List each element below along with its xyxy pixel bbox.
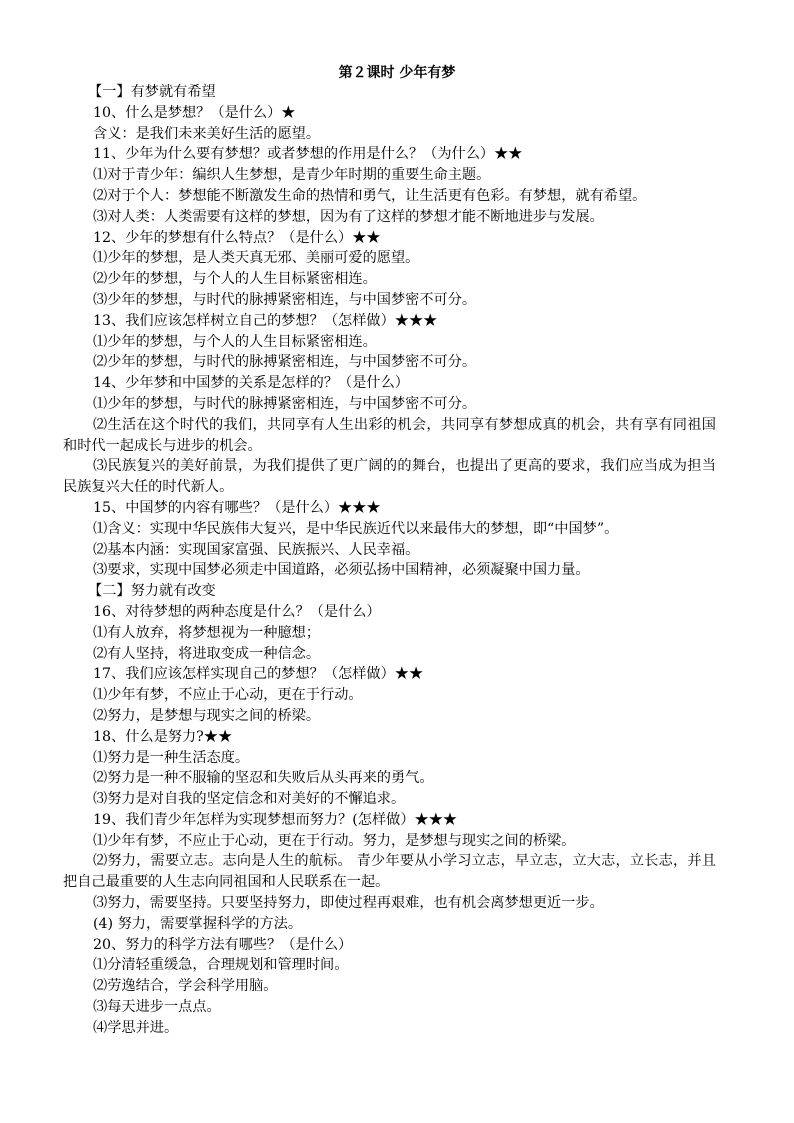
- question-13: 13、我们应该怎样树立自己的梦想？（怎样做）★★★: [93, 312, 438, 329]
- question-10: 10、什么是梦想？（是什么）★: [93, 104, 296, 121]
- answer-line: ⑵少年的梦想，与时代的脉搏紧密相连，与中国梦密不可分。: [93, 354, 477, 371]
- answer-line: ⑵基本内涵：实现国家富强、民族振兴、人民幸福。: [93, 541, 420, 558]
- question-14: 14、少年梦和中国梦的关系是怎样的？（是什么）: [93, 375, 409, 392]
- answer-line: ⑴分清轻重缓急，合理规划和管理时间。: [93, 957, 349, 974]
- answer-line: ⑶每天进步一点点。: [93, 999, 221, 1016]
- answer-line: 含义：是我们未来美好生活的愿望。: [93, 125, 321, 142]
- answer-line: ⑴含义：实现中华民族伟大复兴，是中华民族近代以来最伟大的梦想，即“中国梦”。: [93, 520, 619, 537]
- answer-line: ⑶努力是对自我的坚定信念和对美好的不懈追求。: [93, 791, 406, 808]
- answer-line: (4) 努力，需要掌握科学的方法。: [93, 915, 303, 932]
- answer-line: ⑴有人放弃，将梦想视为一种臆想；: [93, 624, 321, 641]
- document-body: [63, 82, 716, 1039]
- answer-line: ⑵对于个人：梦想能不断激发生命的热情和勇气，让生活更有色彩。有梦想，就有希望。: [93, 187, 647, 204]
- answer-line: ⑵少年的梦想，与个人的人生目标紧密相连。: [93, 271, 377, 288]
- question-15: 15、中国梦的内容有哪些？（是什么）★★★: [93, 499, 381, 516]
- answer-line: ⑵努力，是梦想与现实之间的桥梁。: [93, 707, 321, 724]
- question-12: 12、少年的梦想有什么特点？（是什么）★★: [93, 229, 381, 246]
- answer-paragraph: ⑵生活在这个时代的我们，共同享有人生出彩的机会，共同享有梦想成真的机会，共有享有同祖国和时代一起成长与进步的机会。: [63, 416, 716, 454]
- answer-line: ⑶努力，需要坚持。只要坚持努力，即使过程再艰难，也有机会离梦想更近一步。: [93, 895, 604, 912]
- answer-line: ⑴少年的梦想，是人类天真无邪、美丽可爱的愿望。: [93, 250, 420, 267]
- section-heading-2: 【二】努力就有改变: [88, 583, 216, 600]
- answer-paragraph: ⑵努力，需要立志。志向是人生的航标。 青少年要从小学习立志，早立志，立大志，立长志，并且把自己最重要的人生志向同祖国和人民联系在一起。: [63, 853, 716, 891]
- question-17: 17、我们应该怎样实现自己的梦想？（怎样做）★★: [93, 666, 424, 683]
- question-20: 20、努力的科学方法有哪些？（是什么）: [93, 936, 353, 953]
- answer-line: ⑴少年有梦，不应止于心动，更在于行动。努力，是梦想与现实之间的桥梁。: [93, 832, 576, 849]
- answer-line: ⑷学思并进。: [93, 1019, 179, 1036]
- answer-line: ⑴努力是一种生活态度。: [93, 749, 250, 766]
- answer-line: ⑵努力是一种不服输的坚忍和失败后从头再来的勇气。: [93, 770, 434, 787]
- answer-line: ⑶少年的梦想，与时代的脉搏紧密相连，与中国梦密不可分。: [93, 291, 477, 308]
- answer-line: ⑶要求，实现中国梦必须走中国道路，必须弘扬中国精神，必须凝聚中国力量。: [93, 562, 590, 579]
- answer-line: ⑴对于青少年：编织人生梦想，是青少年时期的重要生命主题。: [93, 167, 491, 184]
- answer-line: ⑴少年的梦想，与个人的人生目标紧密相连。: [93, 333, 377, 350]
- answer-line: ⑵劳逸结合，学会科学用脑。: [93, 978, 278, 995]
- question-18: 18、什么是努力?★★: [93, 728, 233, 745]
- section-heading-1: 【一】有梦就有希望: [88, 84, 216, 100]
- question-19: 19、我们青少年怎样为实现梦想而努力？(怎样做）★★★: [93, 811, 458, 828]
- answer-line: ⑶对人类：人类需要有这样的梦想，因为有了这样的梦想才能不断地进步与发展。: [93, 208, 604, 225]
- question-11: 11、少年为什么要有梦想？或者梦想的作用是什么？（为什么）★★: [93, 146, 523, 163]
- answer-line: ⑵有人坚持，将进取变成一种信念。: [93, 645, 321, 662]
- answer-line: ⑴少年的梦想，与时代的脉搏紧密相连，与中国梦密不可分。: [93, 395, 477, 412]
- question-16: 16、对待梦想的两种态度是什么？（是什么）: [93, 603, 381, 620]
- answer-line: ⑴少年有梦，不应止于心动，更在于行动。: [93, 687, 363, 704]
- page-title: 第２课时 少年有梦: [338, 65, 456, 81]
- answer-paragraph: ⑶民族复兴的美好前景，为我们提供了更广阔的的舞台，也提出了更高的要求，我们应当成为担当民族复兴大任的时代新人。: [63, 458, 716, 496]
